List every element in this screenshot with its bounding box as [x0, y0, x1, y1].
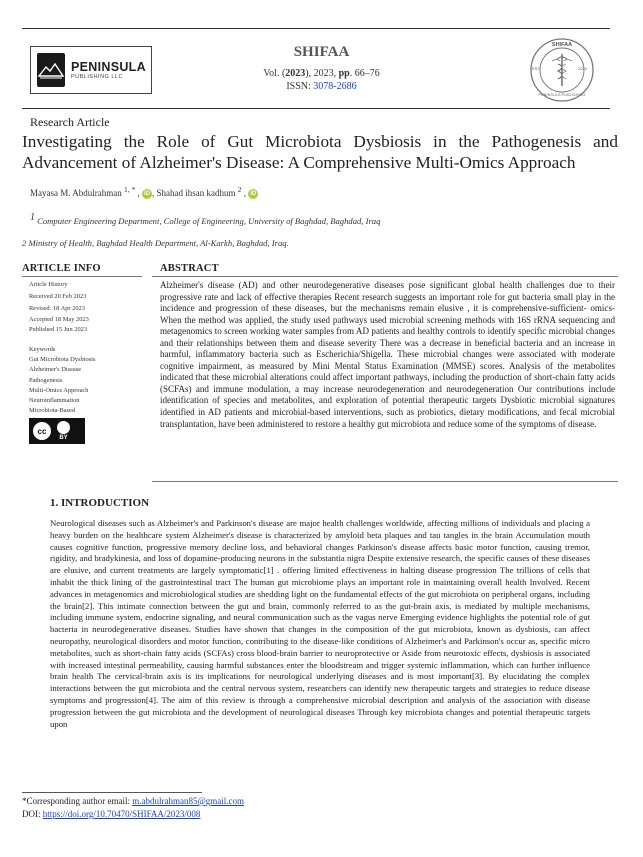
article-title: Investigating the Role of Gut Microbiota Dysbiosis in the Pathogenesis and Advancement of Alzheimer's Disease: A Comprehensive Multi-Omics Approach	[22, 132, 618, 172]
orcid-icon[interactable]: iD	[143, 190, 150, 197]
keywords-label: Keywords	[29, 346, 56, 353]
abstract-text: Alzheimer's disease (AD) and other neurodegenerative diseases pose significant global health challenges due to their progressive rate and lack of effective therapies Recent research suggests an important role for gut bacteria small play in the incidence and progression of these diseases, but the mechanisms remain elusive , it is comprehensive-sufficient- omics- When the method was applied, the study used pathways used microbial screening methods with 16S rRNA sequencing and metagenomics to screen working water samples from AD patients and healthy controls to identify specific microbial changes and their relationships between them and disease severity There was a decrease in beneficial bacteria and an increase in harmful, inflammatory bacteria such as Escherichia/Shigella. These microbial changes were associated with moderate cognitive impairment, as measured by Mini Mental Status Examination (MMSE) scores. Analysis of the metabolites indicated that these microbial alterations could affect important pathways, including the production of short-chain fatty acids (SCFAs) and immune modulation, a may increase neurodegeneration and neurodegeneration Our contributions include identification of species and metabolites, and exploration of potential therapeutic targets Dysbiotic microbial signatures identified in AD patients and microbial-based interventions, such as probiotics, dietary modifications, and fecal microbial transplantation, have been administered to restore a healthy gut microbiota and reduce some of the symptoms of disease.	[160, 280, 615, 429]
keyword: Microbiota-Based	[29, 407, 76, 415]
history-label: Article History	[29, 281, 68, 288]
orcid-icon[interactable]: iD	[250, 190, 257, 197]
author-list: Mayasa M. Abdulrahman $^{1, *}$ , iD , Shahad ihsan kadhum $^2$ , iD	[30, 185, 257, 198]
introduction-heading: 1. INTRODUCTION	[50, 497, 150, 509]
footnote-rule	[22, 792, 202, 793]
email-link[interactable]: m.abdulrahman85@gmail.com	[132, 796, 244, 806]
keyword: Alzheimer's Disease	[29, 366, 82, 374]
corresponding-author: *Corresponding author email: m.abdulrahman85@gmail.com	[22, 796, 244, 806]
keyword: Pathogenesis	[29, 376, 63, 384]
header-rule	[22, 108, 610, 109]
seal-title: SHIFAA	[551, 42, 573, 48]
seal-publisher: PENINSULA PUBLISHING	[538, 93, 586, 97]
affiliation-1: $^1$ Computer Engineering Department, College of Engineering, University of Baghdad, Baghdad, Iraq	[30, 212, 381, 226]
by-icon: BY	[57, 421, 70, 441]
seal-year: 2024	[578, 66, 587, 71]
doi-link[interactable]: https://doi.org/10.70470/SHIFAA/2023/008	[42, 809, 201, 819]
keyword: Gut Microbiota Dysbiosis	[29, 356, 96, 364]
journal-issn: ISSN: 3078-2686	[286, 81, 357, 92]
cc-license-badge[interactable]	[29, 418, 85, 444]
abstract-bottom-rule	[152, 481, 618, 482]
journal-name: SHIFAA	[293, 44, 350, 60]
doi-line: DOI: https://doi.org/10.70470/SHIFAA/2023/008	[22, 809, 201, 819]
keyword: Neuroinflammation	[29, 397, 80, 405]
article-type: Research Article	[30, 115, 110, 129]
article-history	[29, 280, 141, 335]
introduction-text: Neurological diseases such as Alzheimer's and Parkinson's disease are major health challenges worldwide, affecting millions of individuals and placing a heavy burden on the healthcare system Alzheimer's disease is characterized by amyloid beta plaques and tau tangles in the brain Accumulation mouth causes cognitive function, progressive memory decline loss, and behavioral changes Parkinson's disease affects basic motor function, causing tremor, rigidity, and bradykinesia, and loss of dopamine-producing neurons in the substantia nigra Despite extensive research, the specific causes of these diseases are elusive, and current treatments are largely symptomatic[1] . offering limited effectiveness in halting disease progression The trillions of cells that inhabit the thick lining of the gastrointestinal tract The human gut microbiome plays an important role in maintaining overall health Involved. Recent advances in metagenomics and microbiological studies are shedding light on the fundamental effects of the gut microbiota on peripheral organs, including the brain[2]. This intimate connection between the gut and brain, commonly referred to as the gut-brain axis, is mediated by multiple mechanisms, including immune system, endocrine signaling, and neural communication such as the vagus nerve Emerging evidence highlights the potential role of gut bacteria in neurodegenerative diseases. Studies have shown that changes in the composition of the gut microbiota, known as dysbiosis, can affect neuropathy, neurological disorders and motor function, contributing to the disease-like conditions of Alzheimer's and Parkinson's occur as, specific micro metabolites, such as short-chain fatty acids (SCFAs) cross blood-brain barrier to neuroprotective or Aside from neurotoxic effects, dysbiosis is associated with increased intestinal permeability, causing harmful substances enter the bloodstream and trigger systemic inflammation, which can further influence brain health The cervical-brain axis is its implications for neurological underlying diseases and is most important[3]. By elucidating the complex interactions between the gut microbiota and the central nervous system, researchers can identify new therapeutic targets and strategies to reduce disease symptoms and progression[4]. The aim of this review is through a comprehensive microbial description and analysis of the association with disease progression between the gut microbiota and the development of neurological diseases Through key microbiota changes and potential therapeutic targets upon	[50, 518, 590, 729]
article-info-rule	[22, 276, 142, 277]
history-item: Received 20 Feb 2023	[29, 293, 87, 301]
history-item: Revised: 18 Apr 2023	[29, 305, 85, 313]
keywords-block	[29, 345, 141, 427]
abstract-rule	[152, 276, 618, 277]
abstract-heading: ABSTRACT	[160, 263, 219, 274]
issn-link[interactable]: 3078-2686	[313, 81, 357, 92]
article-info-heading: ARTICLE INFO	[22, 263, 101, 274]
history-item: Published 15 Jun 2023	[29, 325, 88, 333]
publisher-sub: PUBLISHING LLC	[71, 73, 123, 80]
seal-est: EST:	[532, 66, 541, 71]
cc-icon: cc	[32, 421, 52, 441]
publisher-name: PENINSULA	[71, 59, 146, 74]
journal-seal	[529, 37, 595, 103]
journal-volume: Vol. (2023), 2023, pp. 66–76	[263, 68, 380, 79]
author-name: Mayasa M. Abdulrahman	[30, 188, 122, 198]
keyword: Multi-Omics Approach	[29, 386, 89, 394]
author-sup: 2	[237, 185, 242, 194]
history-item: Accepted 18 May 2023	[29, 315, 89, 323]
top-rule	[22, 28, 610, 29]
author-sup: 1, *	[123, 185, 136, 194]
author-name: Shahad ihsan kadhum	[156, 188, 236, 198]
affiliation-2: 2 Ministry of Health, Baghdad Health Department, Al-Karkh, Baghdad, Iraq.	[22, 238, 289, 248]
